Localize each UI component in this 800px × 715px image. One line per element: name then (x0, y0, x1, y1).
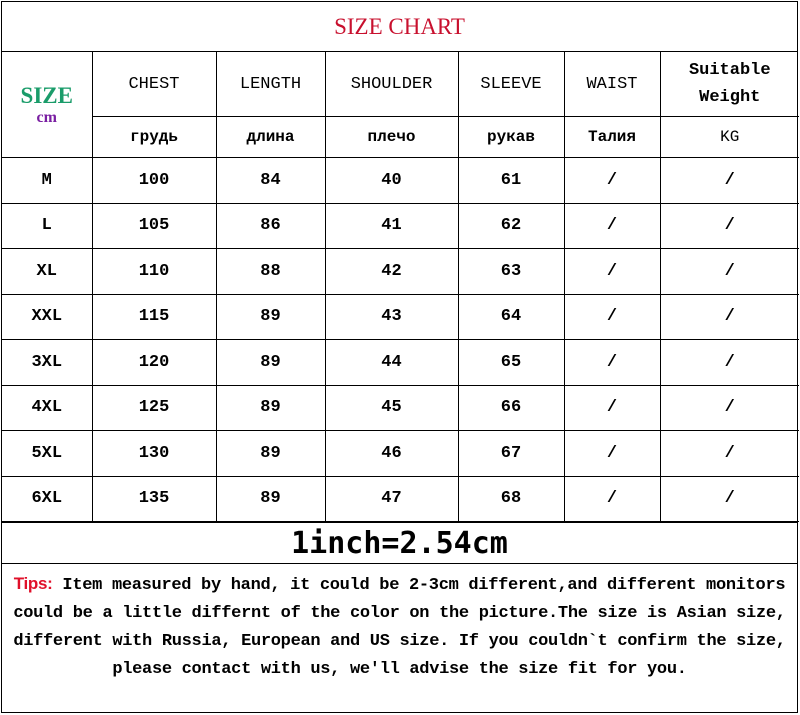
conversion-note: 1inch=2.54cm (2, 522, 797, 564)
length-cell: 89 (216, 431, 325, 477)
weight-header (660, 52, 799, 117)
weight-cell: / (660, 476, 799, 522)
header-row (2, 52, 799, 117)
chest-cell: 120 (92, 340, 216, 386)
tips-paragraph (2, 564, 797, 684)
waist-cell: / (564, 340, 660, 386)
weight-cell: / (660, 158, 799, 204)
size-cell: 3XL (2, 340, 92, 386)
subheader-row (2, 117, 799, 158)
sleeve-cell: 61 (458, 158, 564, 204)
unit-label: cm (36, 108, 57, 126)
waist-cell: / (564, 203, 660, 249)
table-row (2, 340, 799, 386)
length-cell: 89 (216, 294, 325, 340)
shoulder-cell: 40 (325, 158, 458, 204)
sleeve-cell: 68 (458, 476, 564, 522)
chest-header: CHEST (92, 52, 216, 117)
weight-cell: / (660, 385, 799, 431)
shoulder-cell: 43 (325, 294, 458, 340)
size-chart-sheet (1, 1, 798, 713)
chart-title: SIZE CHART (2, 2, 797, 52)
size-header-cell (2, 52, 92, 158)
shoulder-cell: 47 (325, 476, 458, 522)
tips-text: Item measured by hand, it could be 2-3cm different,and different monitors could be a little differnt of the color on the picture.The size is Asian size, different with Russia, European and US size. If you couldn`t confirm the size, please contact with us, we'll advise the size fit for you. (13, 576, 786, 679)
size-cell: M (2, 158, 92, 204)
sleeve-subheader: рукав (458, 117, 564, 158)
weight-cell: / (660, 203, 799, 249)
sleeve-cell: 67 (458, 431, 564, 477)
sleeve-cell: 66 (458, 385, 564, 431)
chest-cell: 130 (92, 431, 216, 477)
table-row (2, 294, 799, 340)
chest-cell: 135 (92, 476, 216, 522)
chest-subheader: грудь (92, 117, 216, 158)
weight-cell: / (660, 249, 799, 295)
table-row (2, 249, 799, 295)
size-cell: L (2, 203, 92, 249)
shoulder-cell: 45 (325, 385, 458, 431)
sleeve-cell: 64 (458, 294, 564, 340)
size-cell: 6XL (2, 476, 92, 522)
shoulder-cell: 44 (325, 340, 458, 386)
length-cell: 89 (216, 476, 325, 522)
size-cell: 5XL (2, 431, 92, 477)
length-header: LENGTH (216, 52, 325, 117)
weight-cell: / (660, 340, 799, 386)
waist-cell: / (564, 476, 660, 522)
size-cell: XL (2, 249, 92, 295)
table-row (2, 431, 799, 477)
waist-cell: / (564, 294, 660, 340)
sleeve-header: SLEEVE (458, 52, 564, 117)
tips-label: Tips: (13, 574, 53, 593)
shoulder-cell: 46 (325, 431, 458, 477)
size-cell: XXL (2, 294, 92, 340)
chest-cell: 115 (92, 294, 216, 340)
weight-cell: / (660, 431, 799, 477)
weight-header-line2: Weight (699, 88, 761, 107)
waist-cell: / (564, 249, 660, 295)
size-rows (2, 158, 799, 522)
shoulder-cell: 42 (325, 249, 458, 295)
length-cell: 89 (216, 385, 325, 431)
chest-cell: 110 (92, 249, 216, 295)
table-row (2, 203, 799, 249)
chest-cell: 100 (92, 158, 216, 204)
length-cell: 86 (216, 203, 325, 249)
table-row (2, 158, 799, 204)
size-label: SIZE (20, 82, 73, 108)
table-row (2, 476, 799, 522)
length-cell: 88 (216, 249, 325, 295)
waist-cell: / (564, 385, 660, 431)
weight-subheader: KG (660, 117, 799, 158)
shoulder-cell: 41 (325, 203, 458, 249)
size-cell: 4XL (2, 385, 92, 431)
length-cell: 84 (216, 158, 325, 204)
size-table (2, 52, 799, 522)
sleeve-cell: 62 (458, 203, 564, 249)
weight-cell: / (660, 294, 799, 340)
shoulder-header: SHOULDER (325, 52, 458, 117)
weight-header-line1: Suitable (688, 61, 771, 80)
waist-cell: / (564, 431, 660, 477)
chest-cell: 125 (92, 385, 216, 431)
table-row (2, 385, 799, 431)
shoulder-subheader: плечо (325, 117, 458, 158)
sleeve-cell: 63 (458, 249, 564, 295)
sleeve-cell: 65 (458, 340, 564, 386)
chest-cell: 105 (92, 203, 216, 249)
length-cell: 89 (216, 340, 325, 386)
waist-subheader: Талия (564, 117, 660, 158)
waist-cell: / (564, 158, 660, 204)
length-subheader: длина (216, 117, 325, 158)
waist-header: WAIST (564, 52, 660, 117)
